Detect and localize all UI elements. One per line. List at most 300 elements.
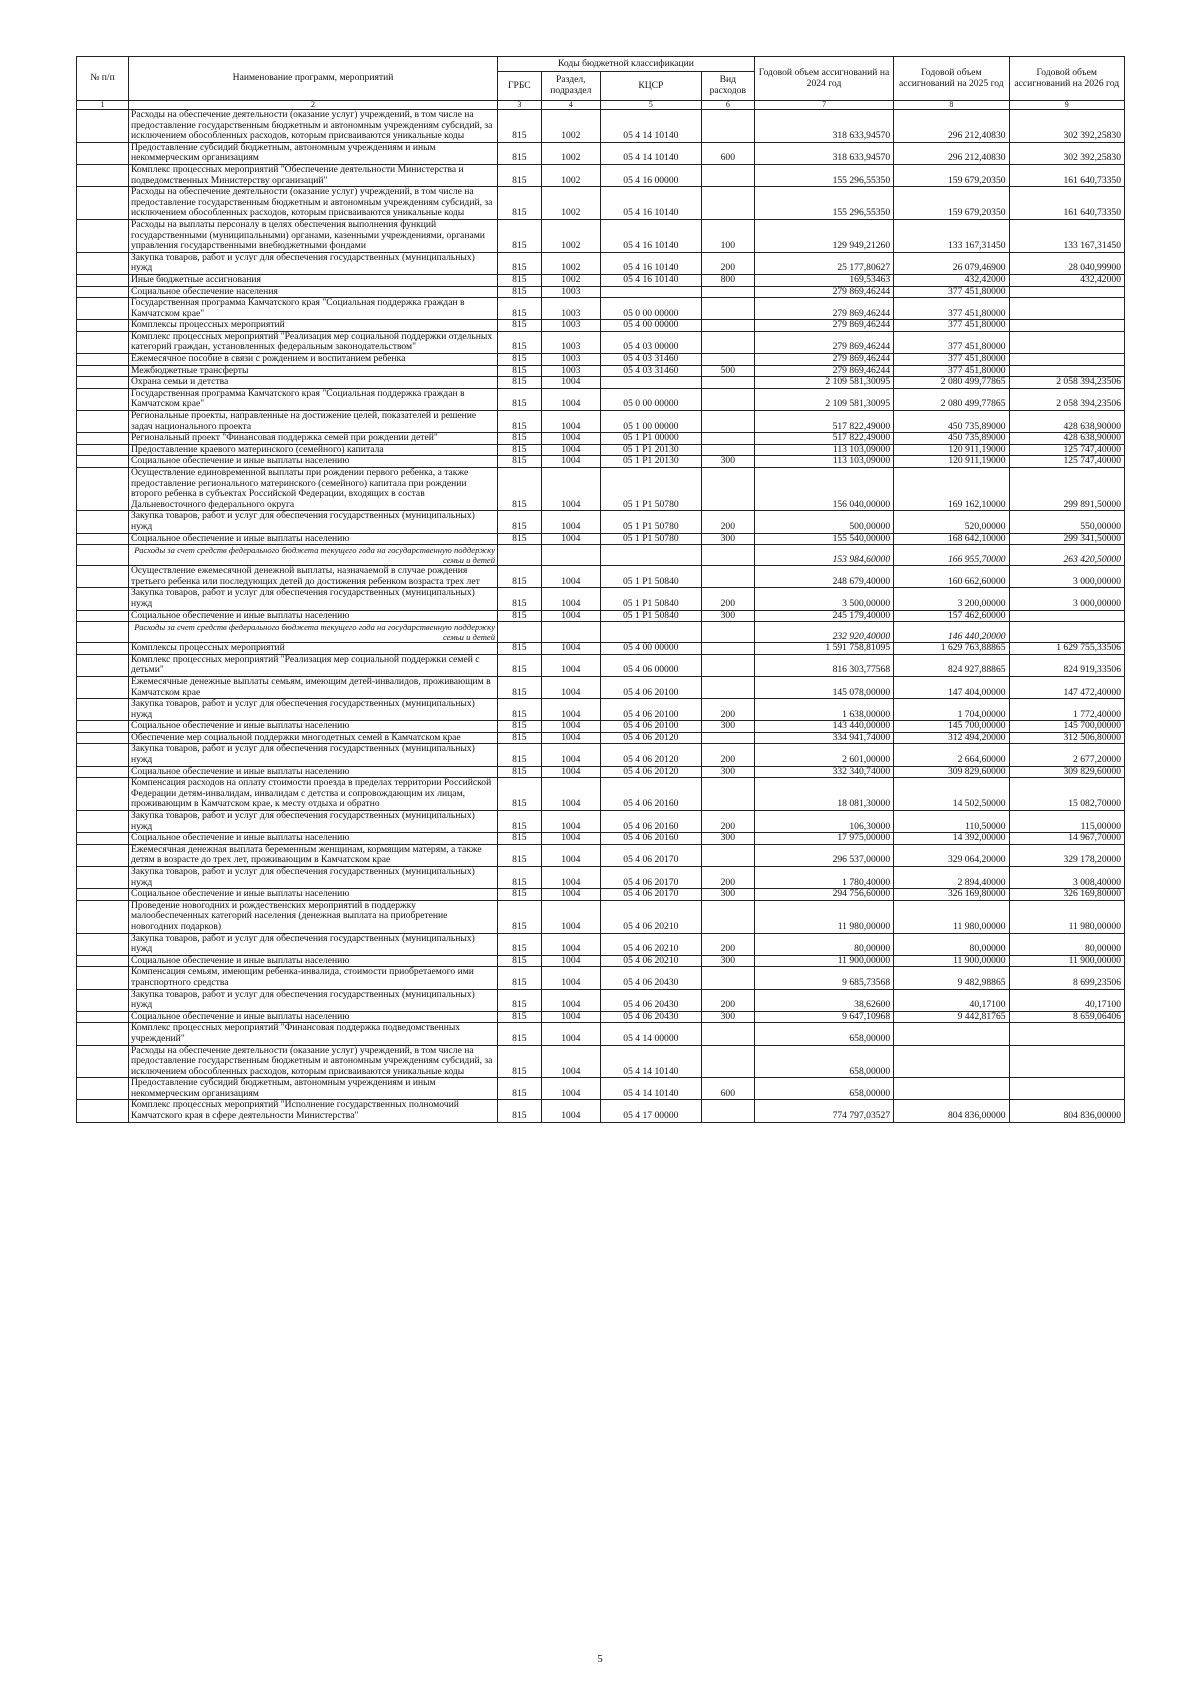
cell-vid — [701, 1100, 754, 1122]
cell-2024: 155 296,55350 — [754, 164, 893, 186]
cell-2025: 1 704,00000 — [894, 699, 1009, 721]
cell-2025: 804 836,00000 — [894, 1100, 1009, 1122]
cell-name: Расходы за счет средств федерального бюджета текущего года на государственную поддержку семьи и детей — [128, 622, 497, 643]
cell-razdel: 1002 — [541, 187, 600, 220]
cell-2026: 147 472,40000 — [1009, 676, 1124, 698]
cell-num — [77, 331, 129, 353]
cell-razdel: 1004 — [541, 676, 600, 698]
cell-grbs: 815 — [498, 142, 542, 164]
table-row — [77, 252, 1125, 274]
cell-name: Закупка товаров, работ и услуг для обеспечения государственных (муниципальных) нужд — [128, 744, 497, 766]
cell-grbs: 815 — [498, 867, 542, 889]
cell-razdel: 1004 — [541, 811, 600, 833]
table-row — [77, 844, 1125, 866]
cell-grbs: 815 — [498, 444, 542, 456]
table-row — [77, 1011, 1125, 1023]
header-2026: Годовой объем ассигнований на 2026 год — [1009, 57, 1124, 101]
cell-num — [77, 164, 129, 186]
cell-kcsr: 05 4 00 00000 — [600, 320, 701, 332]
cell-2026: 161 640,73350 — [1009, 187, 1124, 220]
cell-name: Социальное обеспечение и иные выплаты населению — [128, 833, 497, 845]
cell-kcsr — [600, 545, 701, 566]
cell-2024: 517 822,49000 — [754, 433, 893, 445]
cell-num — [77, 320, 129, 332]
cell-2026: 1 629 755,33506 — [1009, 643, 1124, 655]
cell-2025 — [894, 1023, 1009, 1045]
cell-2026 — [1009, 1045, 1124, 1078]
cell-grbs: 815 — [498, 164, 542, 186]
cell-kcsr: 05 0 00 00000 — [600, 388, 701, 410]
cell-name: Расходы за счет средств федерального бюджета текущего года на государственную поддержку семьи и детей — [128, 545, 497, 566]
table-body — [77, 110, 1125, 1123]
cell-num — [77, 622, 129, 643]
cell-2025: 147 404,00000 — [894, 676, 1009, 698]
cell-num — [77, 989, 129, 1011]
cell-grbs: 815 — [498, 989, 542, 1011]
cell-2024: 17 975,00000 — [754, 833, 893, 845]
cell-vid — [701, 444, 754, 456]
table-row-note — [77, 622, 1125, 643]
cell-vid — [701, 388, 754, 410]
cell-2024: 279 869,46244 — [754, 298, 893, 320]
cell-2024: 816 303,77568 — [754, 654, 893, 676]
table-row — [77, 1045, 1125, 1078]
cell-num — [77, 274, 129, 286]
cell-grbs: 815 — [498, 766, 542, 778]
cell-num — [77, 610, 129, 622]
table-row — [77, 833, 1125, 845]
cell-kcsr: 05 1 P1 50840 — [600, 588, 701, 610]
cell-razdel: 1004 — [541, 1023, 600, 1045]
cell-2024: 332 340,74000 — [754, 766, 893, 778]
cell-vid: 300 — [701, 533, 754, 545]
cell-2025: 40,17100 — [894, 989, 1009, 1011]
table-row — [77, 766, 1125, 778]
cell-grbs: 815 — [498, 411, 542, 433]
cell-name: Региональный проект "Финансовая поддержка семей при рождении детей" — [128, 433, 497, 445]
cell-grbs: 815 — [498, 320, 542, 332]
cell-vid: 300 — [701, 955, 754, 967]
header-name: Наименование программ, мероприятий — [128, 57, 497, 101]
cell-2025: 377 451,80000 — [894, 320, 1009, 332]
cell-2025: 2 664,60000 — [894, 744, 1009, 766]
cell-2024: 279 869,46244 — [754, 354, 893, 366]
cell-kcsr: 05 1 P1 20130 — [600, 444, 701, 456]
header-codes-group: Коды бюджетной классификации — [498, 57, 755, 72]
cell-2026: 3 008,40000 — [1009, 867, 1124, 889]
cell-vid — [701, 622, 754, 643]
cell-num — [77, 778, 129, 811]
column-index: 1 — [77, 101, 129, 110]
cell-2026: 8 699,23506 — [1009, 967, 1124, 989]
cell-2024: 279 869,46244 — [754, 320, 893, 332]
cell-2026 — [1009, 320, 1124, 332]
cell-vid: 200 — [701, 588, 754, 610]
cell-vid: 600 — [701, 142, 754, 164]
cell-2024: 113 103,09000 — [754, 456, 893, 468]
cell-name: Расходы на обеспечение деятельности (оказание услуг) учреждений, в том числе на предоставление государственным бюджетным и автономным учреждениям субсидий, за исключением обособленных расходов, которым присваиваются уникальные коды — [128, 187, 497, 220]
cell-razdel: 1003 — [541, 354, 600, 366]
cell-2026: 428 638,90000 — [1009, 433, 1124, 445]
cell-2025: 296 212,40830 — [894, 142, 1009, 164]
cell-vid — [701, 411, 754, 433]
cell-vid — [701, 1023, 754, 1045]
cell-2026: 302 392,25830 — [1009, 142, 1124, 164]
cell-razdel: 1004 — [541, 433, 600, 445]
cell-name: Ежемесячное пособие в связи с рождением и воспитанием ребенка — [128, 354, 497, 366]
cell-name: Закупка товаров, работ и услуг для обеспечения государственных (муниципальных) нужд — [128, 699, 497, 721]
cell-grbs: 815 — [498, 744, 542, 766]
cell-kcsr: 05 4 06 20170 — [600, 867, 701, 889]
table-row — [77, 732, 1125, 744]
cell-num — [77, 1100, 129, 1122]
cell-2025: 146 440,20000 — [894, 622, 1009, 643]
cell-2024: 169,53463 — [754, 274, 893, 286]
cell-vid: 300 — [701, 456, 754, 468]
cell-num — [77, 187, 129, 220]
cell-2024: 106,30000 — [754, 811, 893, 833]
cell-grbs: 815 — [498, 1011, 542, 1023]
cell-num — [77, 468, 129, 511]
cell-2025: 329 064,20000 — [894, 844, 1009, 866]
cell-2026 — [1009, 1078, 1124, 1100]
cell-kcsr: 05 4 03 31460 — [600, 365, 701, 377]
cell-vid — [701, 187, 754, 220]
cell-kcsr: 05 4 17 00000 — [600, 1100, 701, 1122]
cell-kcsr: 05 4 06 20210 — [600, 900, 701, 933]
cell-num — [77, 444, 129, 456]
cell-2026: 28 040,99900 — [1009, 252, 1124, 274]
table-row — [77, 274, 1125, 286]
cell-razdel: 1002 — [541, 219, 600, 252]
cell-2024: 2 109 581,30095 — [754, 388, 893, 410]
cell-grbs: 815 — [498, 811, 542, 833]
table-row — [77, 286, 1125, 298]
cell-razdel: 1004 — [541, 955, 600, 967]
cell-num — [77, 142, 129, 164]
cell-vid — [701, 468, 754, 511]
column-index: 8 — [894, 101, 1009, 110]
cell-2026: 432,42000 — [1009, 274, 1124, 286]
cell-grbs: 815 — [498, 331, 542, 353]
cell-2025: 1 629 763,88865 — [894, 643, 1009, 655]
cell-grbs: 815 — [498, 643, 542, 655]
cell-razdel: 1004 — [541, 468, 600, 511]
header-2024: Годовой объем ассигнований на 2024 год — [754, 57, 893, 101]
cell-2024: 155 540,00000 — [754, 533, 893, 545]
cell-vid: 300 — [701, 833, 754, 845]
cell-name: Социальное обеспечение и иные выплаты населению — [128, 1011, 497, 1023]
cell-vid — [701, 654, 754, 676]
cell-num — [77, 933, 129, 955]
cell-vid — [701, 643, 754, 655]
cell-razdel: 1004 — [541, 933, 600, 955]
cell-num — [77, 511, 129, 533]
cell-grbs: 815 — [498, 588, 542, 610]
cell-2025: 166 955,70000 — [894, 545, 1009, 566]
cell-razdel: 1004 — [541, 533, 600, 545]
cell-vid — [701, 433, 754, 445]
cell-2024: 774 797,03527 — [754, 1100, 893, 1122]
cell-kcsr: 05 4 06 20170 — [600, 889, 701, 901]
cell-kcsr: 05 1 P1 00000 — [600, 433, 701, 445]
cell-razdel: 1004 — [541, 744, 600, 766]
cell-2026 — [1009, 286, 1124, 298]
cell-razdel: 1004 — [541, 1100, 600, 1122]
cell-2026: 8 659,06406 — [1009, 1011, 1124, 1023]
cell-kcsr: 05 4 16 00000 — [600, 164, 701, 186]
cell-name: Осуществление ежемесячной денежной выплаты, назначаемой в случае рождения третьего ребенка или последующих детей до достижения ребенком возраста трех лет — [128, 566, 497, 588]
cell-razdel: 1004 — [541, 766, 600, 778]
cell-num — [77, 811, 129, 833]
cell-kcsr: 05 4 06 20210 — [600, 933, 701, 955]
cell-2024: 25 177,80627 — [754, 252, 893, 274]
cell-kcsr: 05 4 14 10140 — [600, 1078, 701, 1100]
cell-2025: 450 735,89000 — [894, 411, 1009, 433]
cell-2024: 11 980,00000 — [754, 900, 893, 933]
cell-kcsr: 05 4 16 10140 — [600, 274, 701, 286]
cell-num — [77, 533, 129, 545]
cell-name: Ежемесячные денежные выплаты семьям, имеющим детей-инвалидов, проживающим в Камчатском крае — [128, 676, 497, 698]
cell-kcsr: 05 4 06 20120 — [600, 732, 701, 744]
cell-num — [77, 900, 129, 933]
cell-kcsr: 05 1 P1 50780 — [600, 533, 701, 545]
cell-2024: 2 601,00000 — [754, 744, 893, 766]
cell-2025: 120 911,19000 — [894, 444, 1009, 456]
table-row — [77, 219, 1125, 252]
cell-2026: 2 058 394,23506 — [1009, 388, 1124, 410]
cell-2024: 3 500,00000 — [754, 588, 893, 610]
cell-grbs: 815 — [498, 676, 542, 698]
cell-name: Компенсация расходов на оплату стоимости проезда в пределах территории Российской Федерации детям-инвалидам, инвалидам с детства и сопровождающим их лицам, проживающим в Камчатском крае, к месту отдыха и обратно — [128, 778, 497, 811]
cell-2026: 80,00000 — [1009, 933, 1124, 955]
cell-2026: 804 836,00000 — [1009, 1100, 1124, 1122]
cell-2026 — [1009, 298, 1124, 320]
cell-2024: 18 081,30000 — [754, 778, 893, 811]
cell-grbs: 815 — [498, 433, 542, 445]
cell-kcsr: 05 4 06 20120 — [600, 744, 701, 766]
cell-2025: 520,00000 — [894, 511, 1009, 533]
cell-vid: 300 — [701, 766, 754, 778]
cell-grbs: 815 — [498, 1078, 542, 1100]
cell-name: Комплекс процессных мероприятий "Финансовая поддержка подведомственных учреждений" — [128, 1023, 497, 1045]
cell-kcsr: 05 4 06 20160 — [600, 833, 701, 845]
cell-vid — [701, 110, 754, 143]
cell-2025: 168 642,10000 — [894, 533, 1009, 545]
cell-vid: 500 — [701, 365, 754, 377]
cell-kcsr: 05 4 06 20120 — [600, 766, 701, 778]
cell-2025: 169 162,10000 — [894, 468, 1009, 511]
cell-2026: 550,00000 — [1009, 511, 1124, 533]
page-number: 5 — [597, 1653, 603, 1665]
budget-table-sheet — [76, 56, 1125, 1123]
cell-grbs: 815 — [498, 365, 542, 377]
cell-num — [77, 732, 129, 744]
cell-name: Социальное обеспечение и иные выплаты населению — [128, 610, 497, 622]
cell-razdel: 1004 — [541, 588, 600, 610]
cell-num — [77, 643, 129, 655]
cell-name: Комплекс процессных мероприятий "Реализация мер социальной поддержки семей с детьми" — [128, 654, 497, 676]
cell-2026: 3 000,00000 — [1009, 566, 1124, 588]
cell-kcsr: 05 4 06 20100 — [600, 721, 701, 733]
cell-2024: 294 756,60000 — [754, 889, 893, 901]
cell-name: Межбюджетные трансферты — [128, 365, 497, 377]
cell-kcsr: 05 4 16 10140 — [600, 187, 701, 220]
cell-vid — [701, 331, 754, 353]
cell-name: Комплексы процессных мероприятий — [128, 320, 497, 332]
cell-vid: 200 — [701, 933, 754, 955]
cell-2024: 9 685,73568 — [754, 967, 893, 989]
cell-name: Социальное обеспечение и иные выплаты населению — [128, 955, 497, 967]
cell-2025: 159 679,20350 — [894, 187, 1009, 220]
cell-razdel: 1004 — [541, 833, 600, 845]
cell-num — [77, 1078, 129, 1100]
cell-kcsr — [600, 622, 701, 643]
cell-name: Иные бюджетные ассигнования — [128, 274, 497, 286]
cell-vid: 300 — [701, 721, 754, 733]
cell-2024: 9 647,10968 — [754, 1011, 893, 1023]
cell-kcsr: 05 4 00 00000 — [600, 643, 701, 655]
cell-grbs: 815 — [498, 844, 542, 866]
cell-name: Охрана семьи и детства — [128, 377, 497, 389]
cell-2026: 115,00000 — [1009, 811, 1124, 833]
cell-name: Государственная программа Камчатского края "Социальная поддержка граждан в Камчатском крае" — [128, 298, 497, 320]
cell-num — [77, 588, 129, 610]
cell-num — [77, 744, 129, 766]
header-razdel: Раздел, подраздел — [541, 72, 600, 101]
cell-vid — [701, 732, 754, 744]
cell-vid — [701, 778, 754, 811]
cell-2024: 296 537,00000 — [754, 844, 893, 866]
cell-num — [77, 1023, 129, 1045]
cell-2026: 40,17100 — [1009, 989, 1124, 1011]
cell-2026 — [1009, 1023, 1124, 1045]
cell-num — [77, 456, 129, 468]
cell-vid: 200 — [701, 811, 754, 833]
table-row — [77, 955, 1125, 967]
cell-grbs: 815 — [498, 654, 542, 676]
cell-razdel: 1002 — [541, 252, 600, 274]
cell-2025: 157 462,60000 — [894, 610, 1009, 622]
cell-kcsr: 05 4 06 20160 — [600, 811, 701, 833]
cell-kcsr: 05 4 14 10140 — [600, 142, 701, 164]
cell-kcsr: 05 4 06 00000 — [600, 654, 701, 676]
cell-2025: 9 442,81765 — [894, 1011, 1009, 1023]
table-row — [77, 811, 1125, 833]
cell-razdel: 1004 — [541, 1045, 600, 1078]
cell-2025: 14 392,00000 — [894, 833, 1009, 845]
cell-kcsr: 05 4 06 20210 — [600, 955, 701, 967]
cell-razdel: 1004 — [541, 900, 600, 933]
cell-2025: 3 200,00000 — [894, 588, 1009, 610]
cell-name: Социальное обеспечение населения — [128, 286, 497, 298]
cell-vid: 200 — [701, 511, 754, 533]
cell-name: Комплекс процессных мероприятий "Реализация мер социальной поддержки отдельных категорий граждан, установленных федеральным законодательством" — [128, 331, 497, 353]
column-index: 3 — [498, 101, 542, 110]
cell-2026: 145 700,00000 — [1009, 721, 1124, 733]
cell-2024: 153 984,60000 — [754, 545, 893, 566]
header-kcsr: КЦСР — [600, 72, 701, 101]
cell-num — [77, 867, 129, 889]
cell-2025: 377 451,80000 — [894, 286, 1009, 298]
cell-grbs: 815 — [498, 219, 542, 252]
cell-name: Обеспечение мер социальной поддержки многодетных семей в Камчатском крае — [128, 732, 497, 744]
cell-grbs — [498, 622, 542, 643]
cell-razdel: 1004 — [541, 377, 600, 389]
cell-2025 — [894, 1045, 1009, 1078]
cell-vid — [701, 545, 754, 566]
cell-grbs: 815 — [498, 511, 542, 533]
table-row — [77, 298, 1125, 320]
cell-grbs: 815 — [498, 1023, 542, 1045]
cell-num — [77, 654, 129, 676]
cell-vid — [701, 566, 754, 588]
table-row — [77, 1100, 1125, 1122]
cell-num — [77, 844, 129, 866]
cell-grbs: 815 — [498, 699, 542, 721]
cell-grbs: 815 — [498, 252, 542, 274]
cell-grbs: 815 — [498, 955, 542, 967]
cell-2024: 143 440,00000 — [754, 721, 893, 733]
table-row — [77, 566, 1125, 588]
header-grbs: ГРБС — [498, 72, 542, 101]
column-index: 2 — [128, 101, 497, 110]
table-row — [77, 744, 1125, 766]
table-row — [77, 365, 1125, 377]
cell-name: Ежемесячная денежная выплата беременным женщинам, кормящим матерям, а также детям в возрасте до трех лет, проживающим в Камчатском крае — [128, 844, 497, 866]
cell-razdel: 1004 — [541, 456, 600, 468]
cell-2025: 9 482,98865 — [894, 967, 1009, 989]
cell-2025: 120 911,19000 — [894, 456, 1009, 468]
cell-num — [77, 566, 129, 588]
cell-name: Социальное обеспечение и иные выплаты населению — [128, 721, 497, 733]
cell-2026 — [1009, 331, 1124, 353]
cell-2024: 334 941,74000 — [754, 732, 893, 744]
cell-name: Социальное обеспечение и иные выплаты населению — [128, 889, 497, 901]
cell-kcsr: 05 4 06 20160 — [600, 778, 701, 811]
cell-num — [77, 110, 129, 143]
cell-2025: 377 451,80000 — [894, 354, 1009, 366]
cell-razdel: 1004 — [541, 566, 600, 588]
column-index: 7 — [754, 101, 893, 110]
cell-2026: 263 420,50000 — [1009, 545, 1124, 566]
cell-kcsr: 05 4 06 20430 — [600, 989, 701, 1011]
cell-2024: 1 638,00000 — [754, 699, 893, 721]
cell-kcsr: 05 4 06 20100 — [600, 676, 701, 698]
cell-razdel: 1004 — [541, 721, 600, 733]
cell-grbs: 815 — [498, 274, 542, 286]
cell-name: Закупка товаров, работ и услуг для обеспечения государственных (муниципальных) нужд — [128, 989, 497, 1011]
cell-2026: 14 967,70000 — [1009, 833, 1124, 845]
cell-razdel — [541, 622, 600, 643]
cell-razdel: 1004 — [541, 388, 600, 410]
cell-grbs: 815 — [498, 388, 542, 410]
cell-num — [77, 766, 129, 778]
cell-num — [77, 252, 129, 274]
cell-num — [77, 699, 129, 721]
cell-name: Расходы на выплаты персоналу в целях обеспечения выполнения функций государственными (муниципальными) органами, казенными учреждениями, органами управления государственными внебюджетными фондами — [128, 219, 497, 252]
cell-razdel: 1002 — [541, 274, 600, 286]
cell-grbs: 815 — [498, 933, 542, 955]
cell-2025: 133 167,31450 — [894, 219, 1009, 252]
header-2025: Годовой объем ассигнований на 2025 год — [894, 57, 1009, 101]
cell-2024: 80,00000 — [754, 933, 893, 955]
cell-2024: 279 869,46244 — [754, 331, 893, 353]
cell-2024: 318 633,94570 — [754, 142, 893, 164]
cell-2026: 428 638,90000 — [1009, 411, 1124, 433]
cell-grbs: 815 — [498, 900, 542, 933]
cell-2025: 309 829,60000 — [894, 766, 1009, 778]
